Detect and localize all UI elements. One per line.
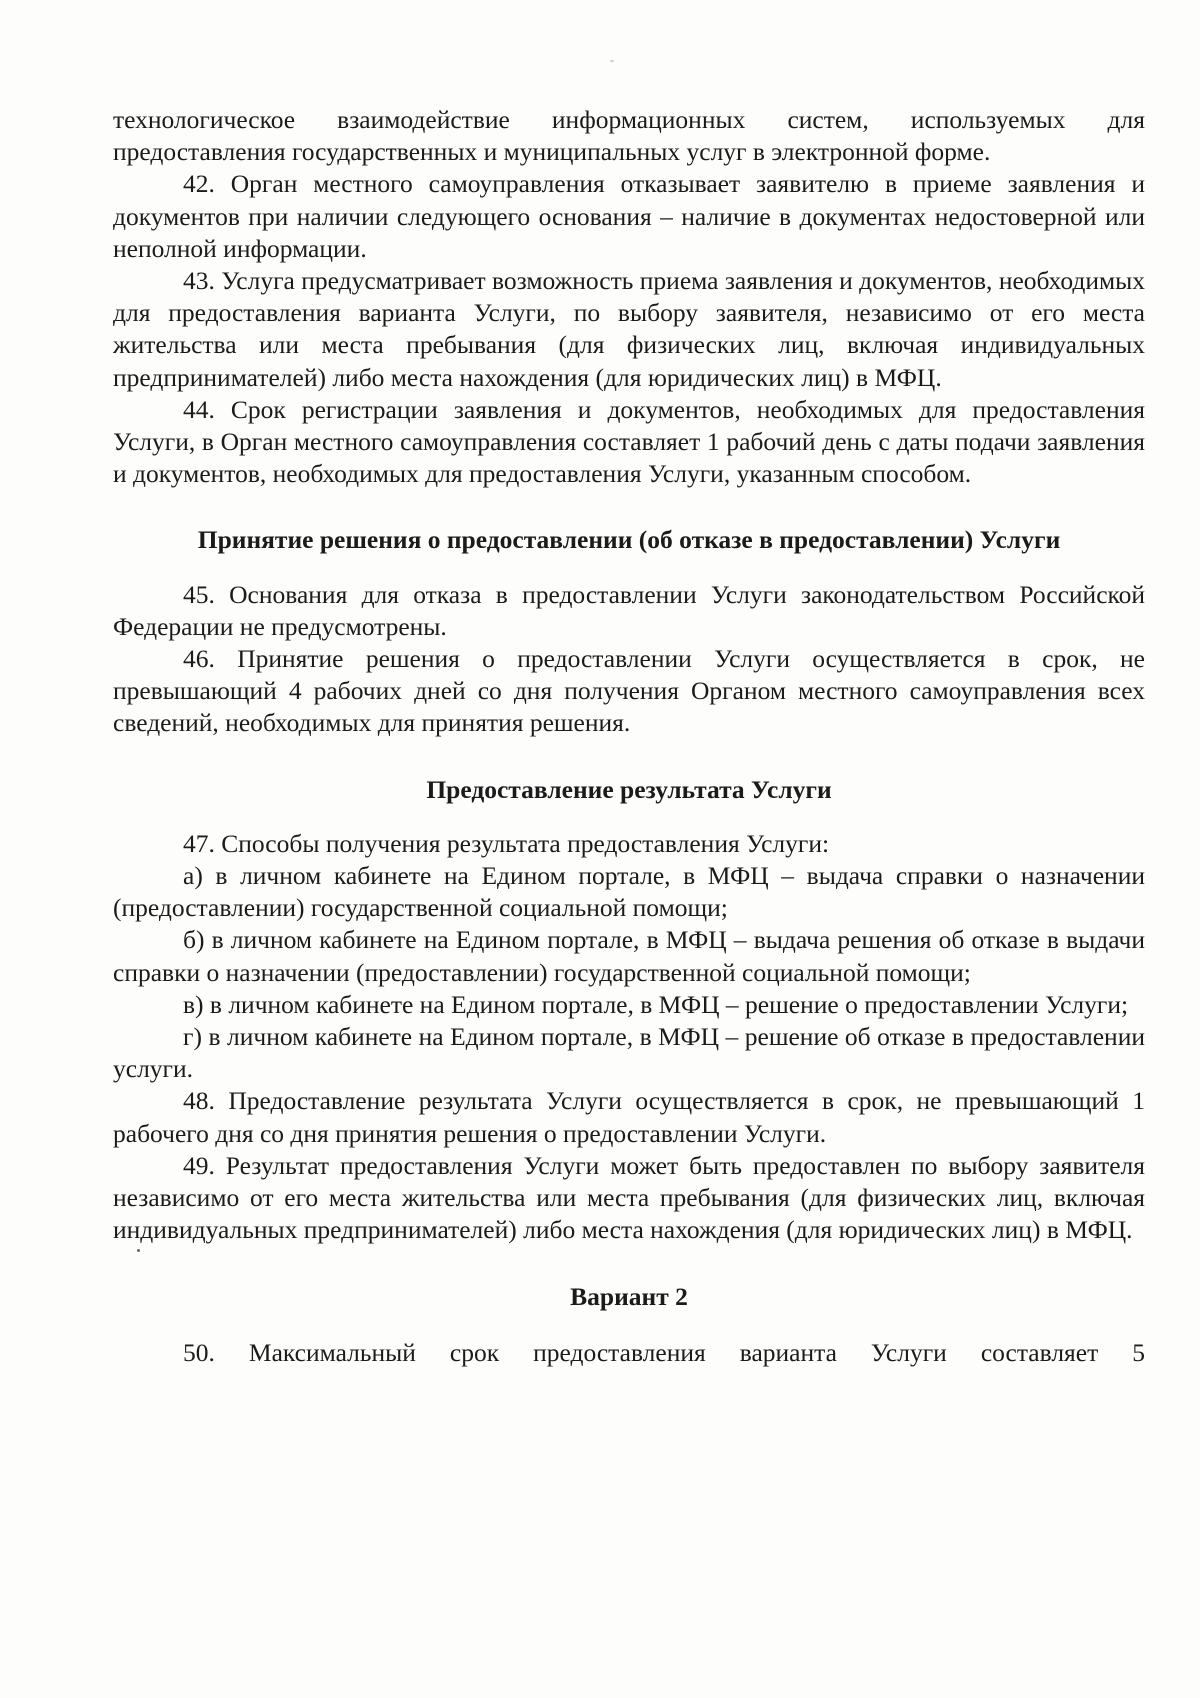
section-heading-decision: Принятие решения о предоставлении (об отказе в предоставлении) Услуги	[197, 525, 1061, 555]
list-item-b: б) в личном кабинете на Едином портале, в МФЦ – выдача решения об отказе в выдачи справки о назначении (предоставлении) государственной социальной помощи;	[113, 925, 1145, 987]
scan-speck	[137, 1249, 140, 1252]
section-heading-result: Предоставление результата Услуги	[426, 774, 832, 804]
list-item-g: г) в личном кабинете на Едином портале, в МФЦ – решение об отказе в предоставлении услуги.	[113, 1022, 1145, 1084]
paragraph-48: 48. Предоставление результата Услуги осуществляется в срок, не превышающий 1 рабочего дня со дня принятия решения о предоставлении Услуги.	[113, 1086, 1145, 1148]
paragraph-50: 50. Максимальный срок предоставления варианта Услуги составляет 5	[183, 1337, 1145, 1367]
top-scan-mark: "	[610, 59, 615, 70]
paragraph-47: 47. Способы получения результата предоставления Услуги:	[183, 828, 830, 858]
list-item-v: в) в личном кабинете на Едином портале, в МФЦ – решение о предоставлении Услуги;	[183, 989, 1129, 1019]
paragraph-42: 42. Орган местного самоуправления отказывает заявителю в приеме заявления и документов при наличии следующего основания – наличие в документах недостоверной или неполной информации.	[113, 169, 1145, 263]
section-heading-variant-2: Вариант 2	[570, 1281, 688, 1311]
paragraph-44: 44. Срок регистрации заявления и документов, необходимых для предоставления Услуги, в Орган местного самоуправления составляет 1 рабочий день с даты подачи заявления и документов, необходимых для предоставления Услуги, указанным способом.	[113, 394, 1145, 489]
paragraph-49: 49. Результат предоставления Услуги может быть предоставлен по выбору заявителя независимо от его места жительства или места пребывания (для физических лиц, включая индивидуальных предпринимателей) либо места нахождения (для юридических лиц) в МФЦ.	[113, 1150, 1145, 1245]
paragraph-continued: технологическое взаимодействие информационных систем, используемых для предоставления государственных и муниципальных услуг в электронной форме.	[113, 105, 1145, 167]
paragraph-43: 43. Услуга предусматривает возможность приема заявления и документов, необходимых для предоставления варианта Услуги, по выбору заявителя, независимо от его места жительства или места пребывания (для физических лиц, включая индивидуальных предпринимателей) либо места нахождения (для юридических лиц) в МФЦ.	[113, 266, 1145, 392]
paragraph-45: 45. Основания для отказа в предоставлении Услуги законодательством Российской Федерации не предусмотрены.	[113, 579, 1145, 641]
page-body	[113, 104, 1145, 1369]
paragraph-46: 46. Принятие решения о предоставлении Услуги осуществляется в срок, не превышающий 4 рабочих дней со дня получения Органом местного самоуправления всех сведений, необходимых для принятия решения.	[113, 644, 1145, 738]
list-item-a: а) в личном кабинете на Едином портале, в МФЦ – выдача справки о назначении (предоставлении) государственной социальной помощи;	[113, 861, 1145, 923]
